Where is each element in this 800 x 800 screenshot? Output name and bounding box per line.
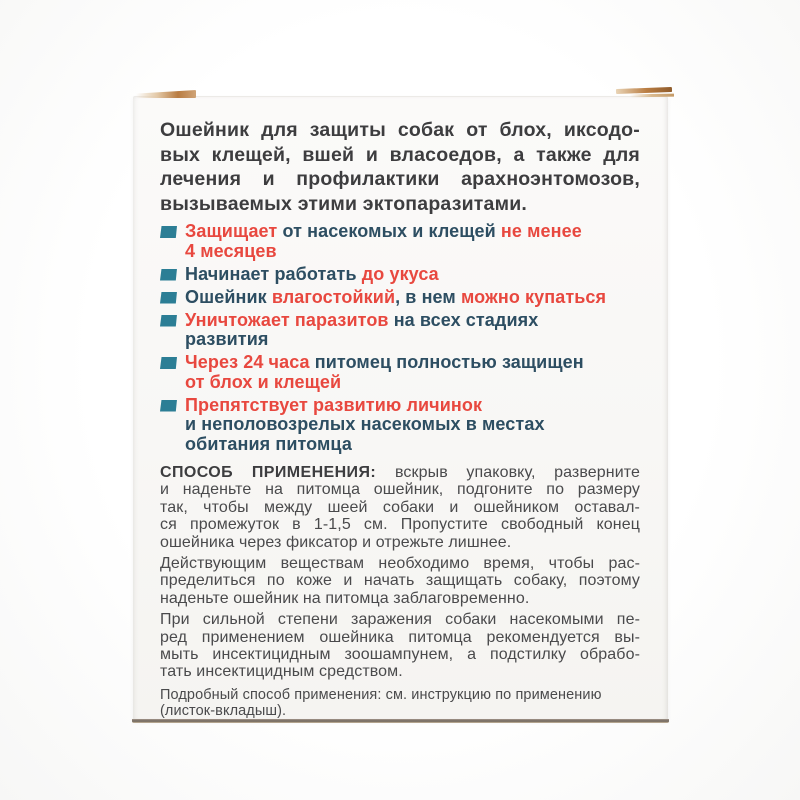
- text-line: пределиться по коже и начать защищать собаку, поэтому: [160, 572, 640, 590]
- bullet-square-icon: [160, 357, 177, 369]
- benefit-text: [185, 353, 584, 392]
- usage-note-distribution: [160, 555, 640, 607]
- benefit-item: [160, 353, 640, 392]
- benefit-text: [185, 222, 582, 261]
- benefit-text: [185, 265, 439, 285]
- text-line: ся промежуток в 1-1,5 см. Пропустите свободный конец: [160, 516, 640, 534]
- text-line: Ошейник для защиты собак от блох, иксодо-: [160, 119, 640, 141]
- leaflet-note: [160, 687, 640, 720]
- text-line: СПОСОБ ПРИМЕНЕНИЯ: вскрыв упаковку, разверните: [160, 464, 640, 481]
- text-line: Препятствует развитию личинок: [185, 394, 483, 415]
- text-line: При сильной степени заражения собаки насекомыми пе-: [160, 611, 640, 629]
- benefit-item: [160, 222, 640, 261]
- text-line: ошейника через фиксатор и отрежьте лишнее.: [160, 533, 512, 551]
- benefit-item: [160, 265, 640, 285]
- text-line: вых клещей, вшей и власоедов, а также для: [160, 143, 640, 166]
- text-line: Через 24 часа питомец полностью защищен: [185, 352, 584, 372]
- benefit-item: [160, 311, 640, 350]
- benefit-text: [185, 311, 538, 350]
- bullet-square-icon: [160, 226, 177, 238]
- package-back-panel: [133, 96, 668, 720]
- text-line: Уничтожает паразитов на всех стадиях: [185, 309, 539, 330]
- text-line: Защищает от насекомых и клещей не менее: [185, 221, 582, 241]
- box-bottom-edge: [132, 719, 669, 723]
- text-line: тать инсектицидным средством.: [160, 663, 403, 681]
- benefit-text: [185, 396, 545, 455]
- text-line: и неполовозрелых насекомых в местах: [185, 414, 545, 434]
- text-line: (листок-вкладыш).: [160, 703, 287, 720]
- benefit-text: [185, 288, 606, 308]
- bullet-square-icon: [160, 269, 177, 281]
- text-line: так, чтобы между шеей собаки и ошейником оставал-: [160, 498, 640, 516]
- text-line: 4 месяцев: [185, 240, 277, 261]
- text-line: от блох и клещей: [185, 371, 342, 392]
- text-line: Подробный способ применения: см. инструкцию по применению: [160, 686, 602, 703]
- bullet-square-icon: [160, 315, 177, 327]
- text-line: Ошейник влагостойкий, в нем можно купаться: [185, 286, 607, 307]
- benefits-list: [160, 222, 640, 454]
- benefit-item: [160, 288, 640, 308]
- benefit-item: [160, 396, 640, 455]
- text-line: Действующим веществам необходимо время, чтобы рас-: [160, 555, 640, 573]
- text-line: вызываемых этими эктопаразитами.: [160, 192, 528, 215]
- panel-content: [133, 97, 668, 720]
- text-line: обитания питомца: [185, 433, 352, 454]
- text-line: и наденьте на питомца ошейник, подгоните по размеру: [160, 481, 640, 499]
- usage-instructions: [160, 464, 640, 551]
- text-line: мыть инсектицидным зоошампунем, а подстилку обрабо-: [160, 646, 640, 664]
- text-line: лечения и профилактики арахноэнтомозов,: [160, 168, 640, 190]
- text-line: Начинает работать до укуса: [185, 263, 439, 284]
- bullet-square-icon: [160, 292, 177, 304]
- bullet-square-icon: [160, 400, 177, 412]
- usage-note-infestation: [160, 611, 640, 681]
- product-description: [160, 118, 640, 216]
- text-line: ред применением ошейника питомца рекомендуется вы-: [160, 628, 640, 646]
- text-line: развития: [185, 329, 269, 349]
- text-line: наденьте ошейник на питомца заблаговременно.: [160, 589, 530, 607]
